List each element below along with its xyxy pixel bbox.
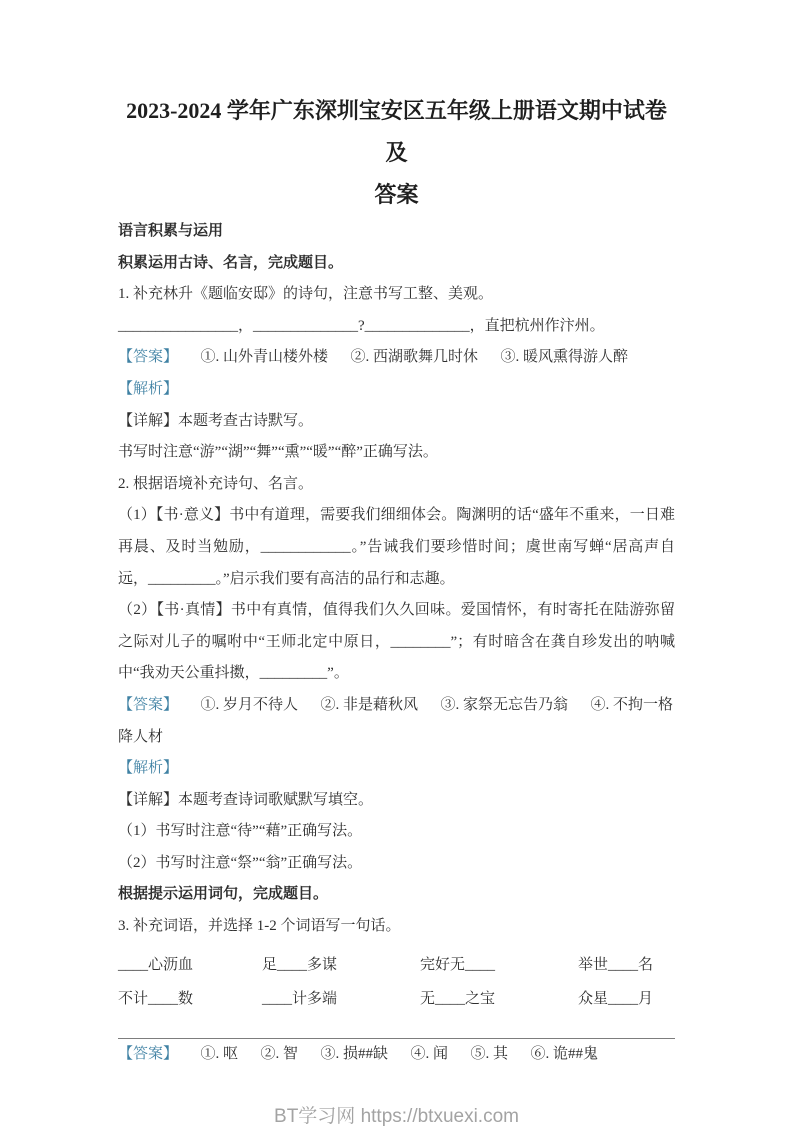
analysis-label: 【解析】 (118, 380, 179, 397)
question-2-analysis-line (118, 753, 675, 785)
question-2-note-2: （2）书写时注意“祭”“翁”正确写法。 (118, 854, 363, 871)
word-item: 无____之宝 (420, 991, 496, 1008)
word-item: 完好无____ (420, 956, 496, 973)
word-item: ____计多端 (262, 991, 338, 1008)
document-title-line2: 答案 (374, 182, 419, 207)
question-1-detail: 【详解】本题考查古诗默写。 (118, 412, 314, 429)
question-2-paragraph-1: （1）【书·意义】书中有道理，需要我们细细体会。陶渊明的话“盛年不重来，一日难再晨、及时当勉励，____________。”告诫我们要珍惜时间；虞世南写蝉“居高声自远，_________。”启示我们要有高洁的品行和志趣。 (118, 507, 675, 587)
question-2-stem: 2. 根据语境补充诗句、名言。 (118, 475, 314, 492)
question-1-note: 书写时注意“游”“湖”“舞”“熏”“暖”“醉”正确写法。 (118, 444, 438, 461)
answer-label: 【答案】 (118, 696, 179, 713)
word-item: 众星____月 (578, 991, 654, 1008)
question-1-answer-line (118, 342, 675, 374)
section-heading: 语言积累与运用 (118, 223, 224, 239)
answer-text: ①. 呕 ②. 智 ③. 损##缺 ④. 闻 ⑤. 其 ⑥. 诡##鬼 (178, 1045, 599, 1062)
question-1-stem: 1. 补充林升《题临安邸》的诗句，注意书写工整、美观。 (118, 286, 494, 303)
question-2-paragraph-2: （2）【书·真情】书中有真情，值得我们久久回味。爱国情怀，有时寄托在陆游弥留之际对儿子的嘱咐中“王师北定中原日，________”；有时暗含在龚自珍发出的呐喊中“我劝天公重抖擞，_________”。 (118, 602, 675, 682)
word-item: 足____多谋 (262, 956, 338, 973)
question-2-note-1: （1）书写时注意“待”“藉”正确写法。 (118, 823, 363, 840)
subsection-heading-2: 根据提示运用词句，完成题目。 (118, 886, 329, 903)
analysis-label: 【解析】 (118, 760, 179, 777)
word-completion-grid (118, 948, 675, 1017)
question-3-answer-line (118, 1039, 675, 1071)
answer-text: ①. 岁月不待人 ②. 非是藉秋风 ③. 家祭无忘告乃翁 ④. 不拘一格降人材 (118, 696, 674, 745)
site-watermark: BT学习网 https://btxuexi.com (274, 1106, 519, 1128)
word-item: 不计____数 (118, 991, 194, 1008)
question-3-stem: 3. 补充词语，并选择 1-2 个词语写一句话。 (118, 918, 401, 935)
answer-label: 【答案】 (118, 349, 179, 366)
question-2-detail: 【详解】本题考查诗词歌赋默写填空。 (118, 791, 374, 808)
question-2-answer-line (118, 690, 675, 753)
question-1-analysis-line (118, 374, 675, 406)
answer-label: 【答案】 (118, 1045, 179, 1062)
word-item: 举世____名 (578, 956, 654, 973)
subsection-heading-1: 积累运用古诗、名言，完成题目。 (118, 254, 344, 271)
answer-text: ①. 山外青山楼外楼 ②. 西湖歌舞几时休 ③. 暖风熏得游人醉 (178, 349, 629, 366)
word-item: ____心沥血 (118, 956, 194, 973)
document-title-line1: 2023-2024 学年广东深圳宝安区五年级上册语文期中试卷及 (126, 98, 667, 165)
question-1-blank-line: ________________，______________?______________，直把杭州作汴州。 (118, 317, 605, 334)
